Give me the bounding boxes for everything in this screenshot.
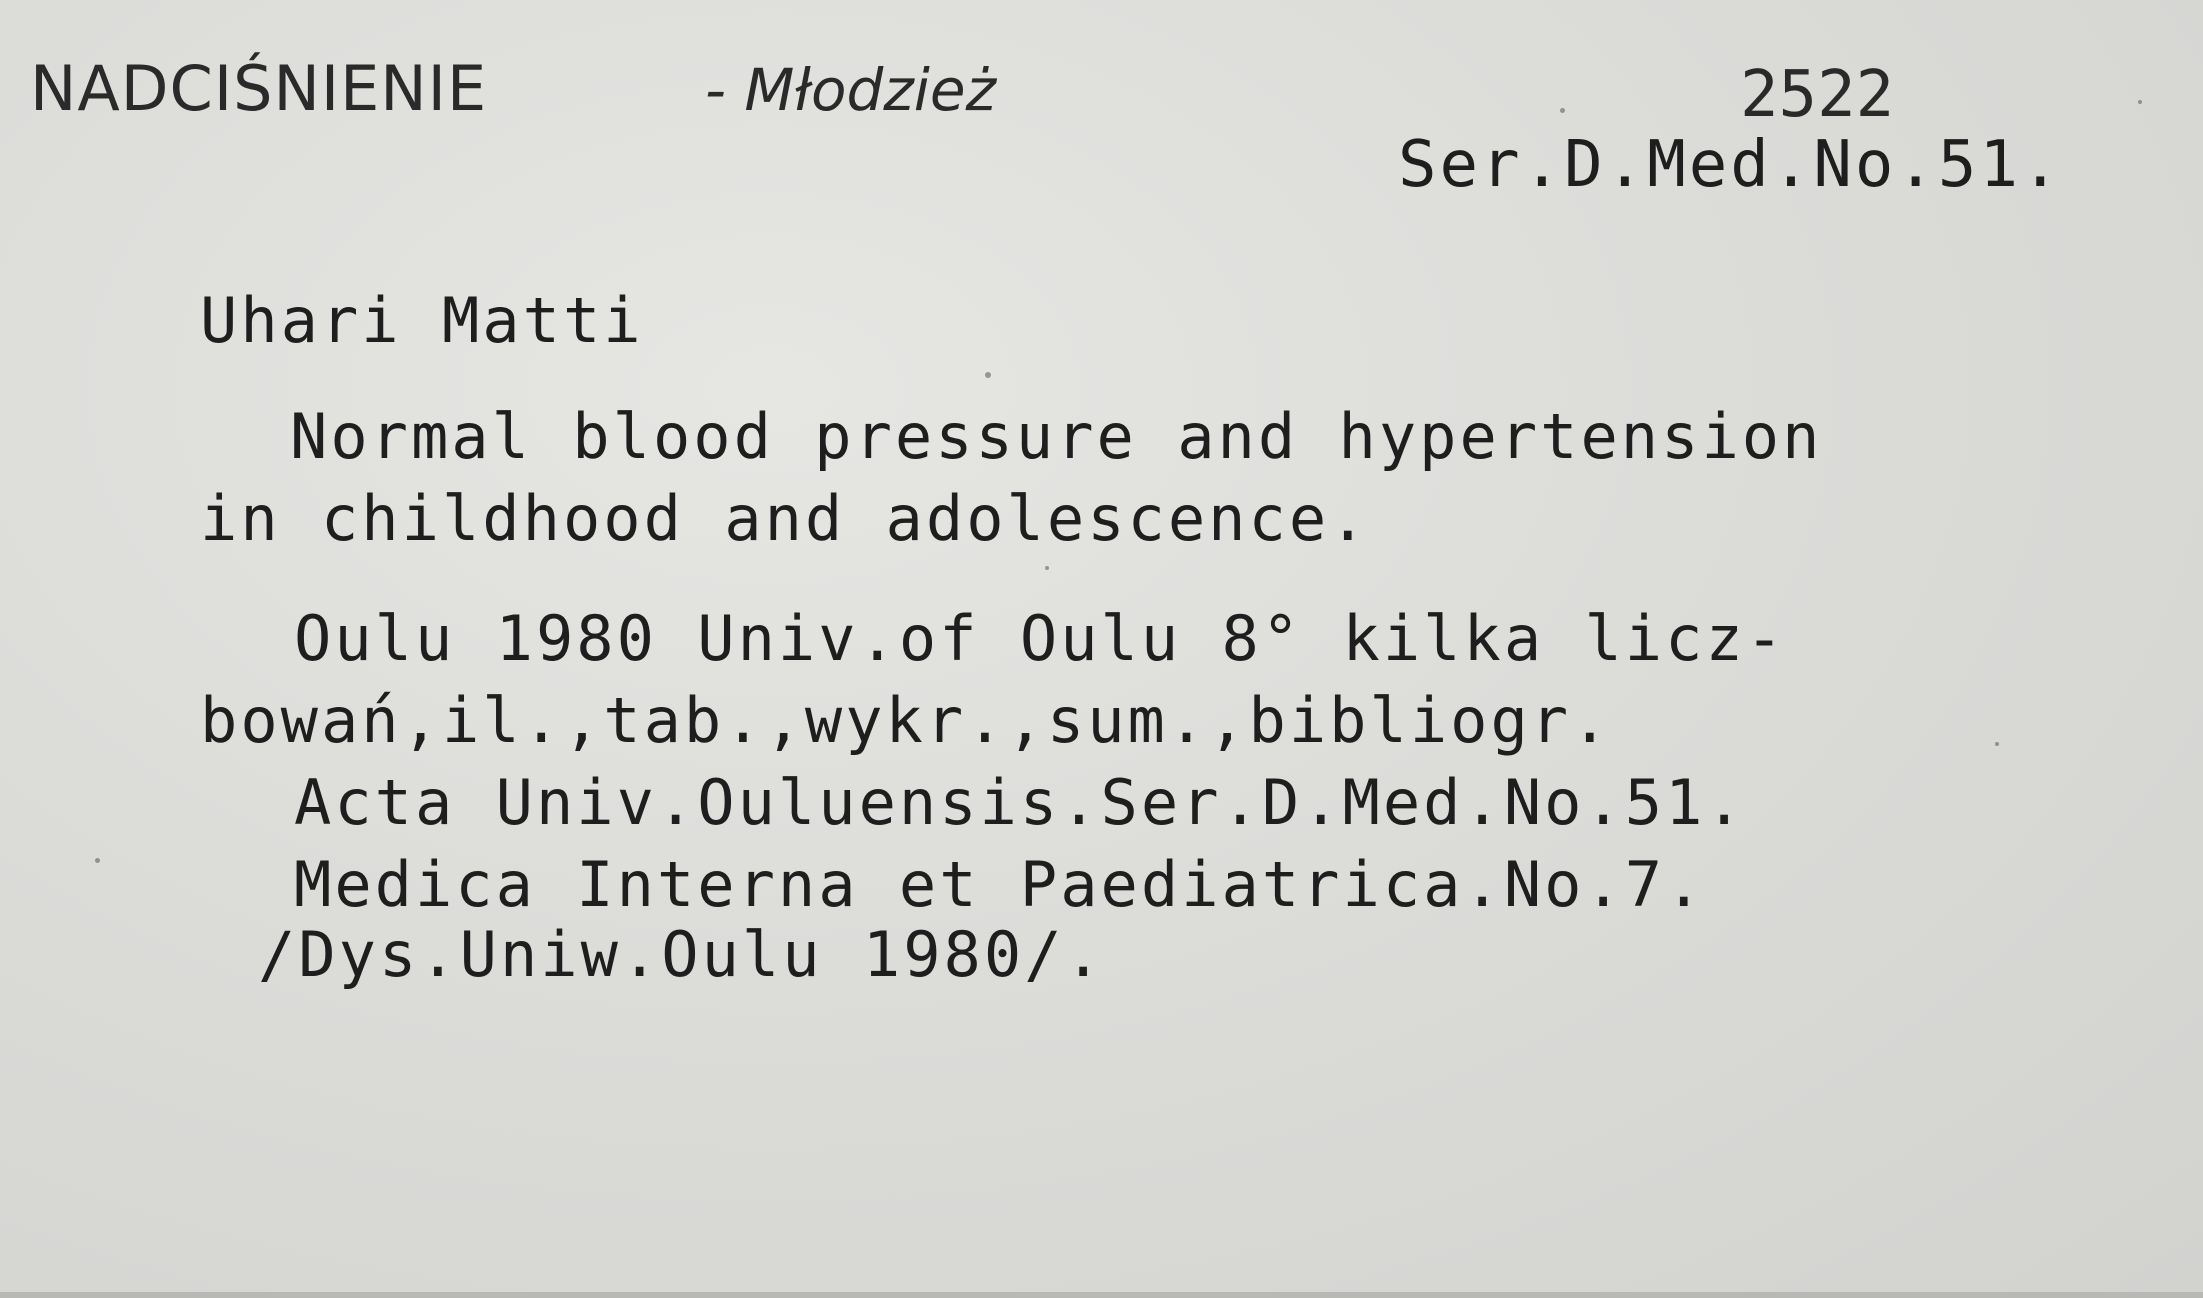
ink-speck <box>985 372 991 378</box>
card-bottom-edge <box>0 1292 2203 1298</box>
ink-speck <box>1045 566 1049 570</box>
title-line-1: Normal blood pressure and hypertension <box>290 400 1823 473</box>
series-short: Ser.D.Med.No.51. <box>1398 128 2063 202</box>
ink-speck <box>1995 742 1999 746</box>
ink-speck <box>95 858 100 863</box>
imprint-line-1: Oulu 1980 Univ.of Oulu 8° kilka licz- <box>294 602 1787 675</box>
subject-heading: NADCIŚNIENIE <box>30 52 488 125</box>
call-number: 2522 <box>1740 58 1895 132</box>
dissertation-note: /Dys.Uniw.Oulu 1980/. <box>258 918 1105 991</box>
ink-speck <box>2138 100 2142 104</box>
imprint-line-2: bowań,il.,tab.,wykr.,sum.,bibliogr. <box>200 684 1612 757</box>
series-line-2: Medica Interna et Paediatrica.No.7. <box>294 848 1706 921</box>
title-line-2: in childhood and adolescence. <box>200 482 1370 555</box>
ink-speck <box>1560 108 1565 113</box>
author: Uhari Matti <box>200 284 644 357</box>
subheading: - Młodzież <box>705 56 997 124</box>
series-line-1: Acta Univ.Ouluensis.Ser.D.Med.No.51. <box>294 766 1746 839</box>
